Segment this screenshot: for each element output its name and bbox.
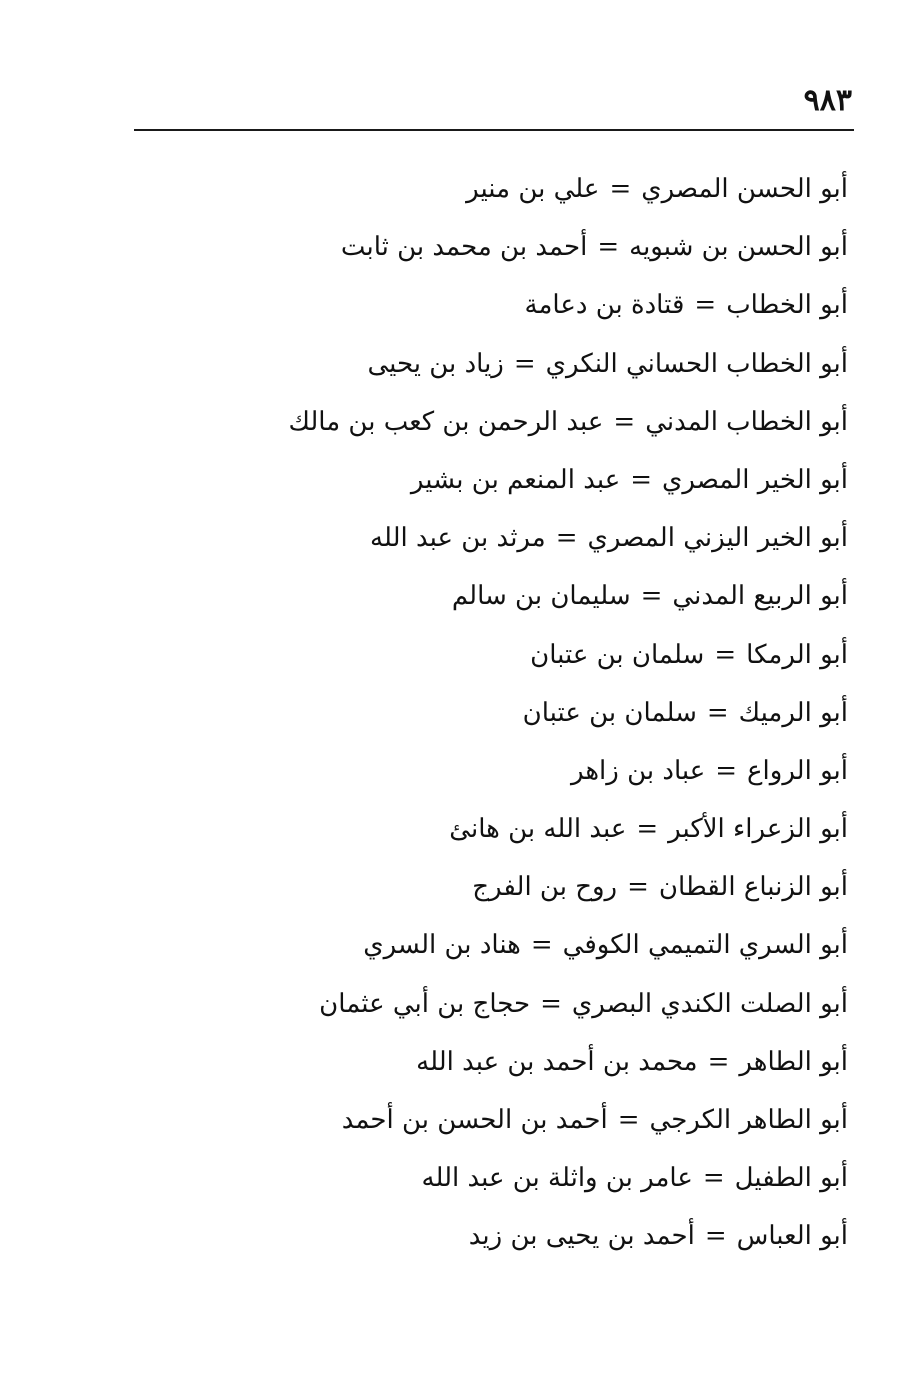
entry-name: سلمان بن عتبان — [522, 697, 697, 728]
list-item — [288, 567, 848, 625]
entry-kunya: أبو الرميك — [738, 697, 848, 728]
equals-sign: = — [714, 639, 737, 670]
equals-sign: = — [704, 1221, 727, 1252]
entry-name: عبد المنعم بن بشير — [410, 464, 621, 495]
equals-sign: = — [636, 814, 659, 845]
list-item — [288, 509, 848, 567]
entry-kunya: أبو الحسن بن شبويه — [629, 232, 848, 263]
entry-kunya: أبو الرواع — [747, 755, 848, 786]
page-number: ٩٨٣ — [803, 83, 852, 118]
entry-name: عبد الله بن هانئ — [449, 814, 627, 845]
entry-name: علي بن منير — [466, 174, 600, 204]
list-item — [288, 916, 848, 974]
entry-list — [288, 160, 848, 1266]
list-item — [288, 276, 848, 334]
equals-sign: = — [597, 232, 620, 263]
list-item — [288, 218, 848, 276]
entry-name: أحمد بن محمد بن ثابت — [340, 232, 588, 263]
list-item — [288, 1091, 848, 1149]
entry-name: أحمد بن يحيى بن زيد — [468, 1221, 695, 1252]
entry-kunya: أبو السري التميمي الكوفي — [562, 930, 848, 961]
entry-name: عبد الرحمن بن كعب بن مالك — [288, 406, 604, 437]
equals-sign: = — [609, 174, 632, 204]
list-item — [288, 684, 848, 742]
equals-sign: = — [694, 290, 717, 321]
list-item — [288, 975, 848, 1033]
entry-name: حجاج بن أبي عثمان — [319, 988, 531, 1019]
entry-kunya: أبو الطاهر الكرجي — [649, 1105, 848, 1135]
equals-sign: = — [706, 697, 729, 728]
equals-sign: = — [540, 988, 562, 1019]
list-item — [288, 160, 848, 218]
entry-name: سليمان بن سالم — [451, 581, 631, 612]
list-item — [288, 626, 848, 684]
entry-kunya: أبو الزنباع القطان — [658, 872, 848, 903]
list-item — [288, 858, 848, 916]
entry-kunya: أبو الصلت الكندي البصري — [571, 988, 848, 1019]
equals-sign: = — [513, 348, 536, 379]
entry-kunya: أبو الطفيل — [734, 1163, 848, 1194]
entry-kunya: أبو الخطاب الحساني النكري — [545, 348, 848, 379]
entry-name: محمد بن أحمد بن عبد الله — [416, 1046, 698, 1077]
entry-name: زياد بن يحيى — [367, 348, 504, 379]
entry-kunya: أبو الزعراء الأكبر — [668, 814, 848, 845]
entry-kunya: أبو الربيع المدني — [672, 581, 848, 612]
equals-sign: = — [530, 930, 553, 961]
equals-sign: = — [613, 406, 636, 437]
equals-sign: = — [555, 523, 578, 554]
equals-sign: = — [702, 1163, 725, 1194]
list-item — [288, 1207, 848, 1265]
entry-name: سلمان بن عتبان — [530, 639, 705, 670]
equals-sign: = — [630, 464, 653, 495]
entry-name: مرثد بن عبد الله — [370, 523, 546, 554]
header-rule — [134, 129, 854, 131]
list-item — [288, 800, 848, 858]
entry-kunya: أبو الطاهر — [739, 1046, 848, 1077]
equals-sign: = — [640, 581, 663, 612]
entry-kunya: أبو الحسن المصري — [641, 174, 848, 204]
equals-sign: = — [715, 755, 738, 786]
entry-name: عامر بن واثلة بن عبد الله — [421, 1163, 693, 1194]
entry-name: أحمد بن الحسن بن أحمد — [341, 1105, 608, 1135]
entry-kunya: أبو الخطاب — [726, 290, 848, 321]
equals-sign: = — [627, 872, 649, 903]
list-item — [288, 1033, 848, 1091]
entry-name: هناد بن السري — [363, 930, 521, 961]
entry-kunya: أبو العباس — [736, 1221, 848, 1252]
entry-kunya: أبو الخير اليزني المصري — [587, 523, 848, 554]
entry-kunya: أبو الرمكا — [746, 639, 848, 670]
entry-name: روح بن الفرج — [472, 872, 618, 903]
entry-name: عباد بن زاهر — [570, 755, 706, 786]
list-item — [288, 1149, 848, 1207]
entry-kunya: أبو الخطاب المدني — [645, 406, 848, 437]
entry-kunya: أبو الخير المصري — [662, 464, 848, 495]
equals-sign: = — [707, 1046, 730, 1077]
list-item — [288, 451, 848, 509]
list-item — [288, 742, 848, 800]
entry-name: قتادة بن دعامة — [524, 290, 685, 321]
equals-sign: = — [617, 1105, 640, 1135]
list-item — [288, 335, 848, 393]
list-item — [288, 393, 848, 451]
